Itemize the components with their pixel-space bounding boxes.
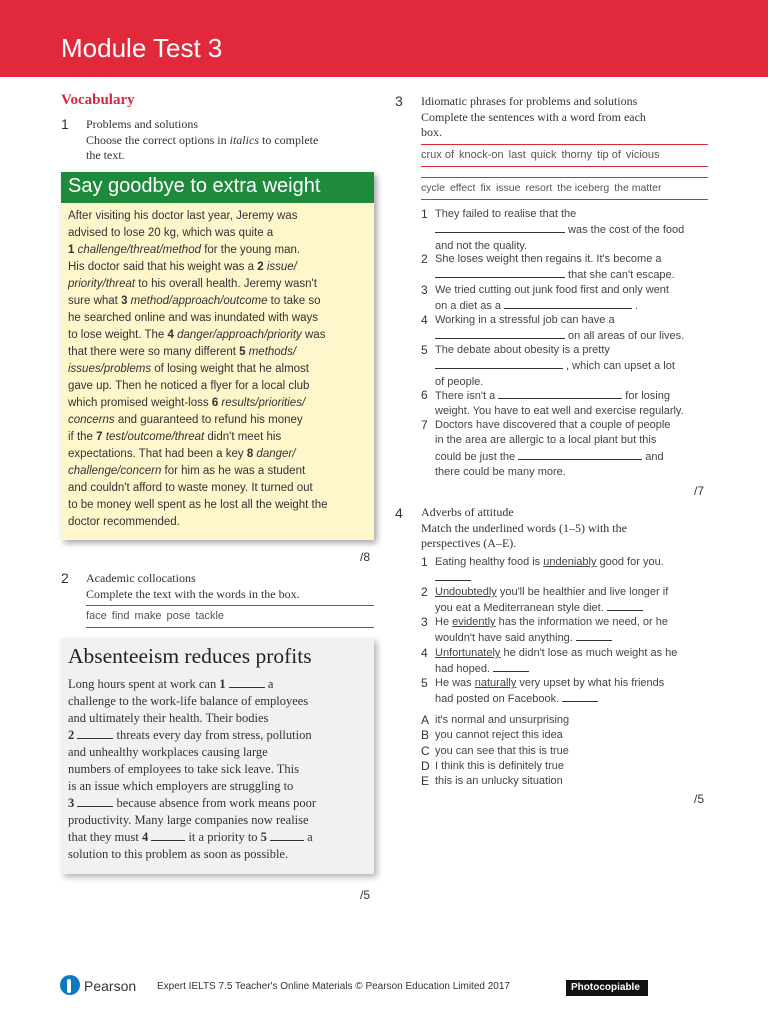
answer-blank	[435, 267, 565, 278]
word-box: face find make pose tackle	[86, 610, 225, 622]
word-box: crux of knock-on last quick thorny tip of vicious	[421, 149, 660, 161]
section-heading: Vocabulary	[61, 92, 135, 108]
answer-blank	[435, 570, 471, 581]
list-item: 3 We tried cutting out junk food first and only went on a diet as a .	[421, 283, 669, 313]
divider	[421, 177, 708, 178]
answer-blank	[607, 600, 643, 611]
list-item: 1 Eating healthy food is undeniably good for you.	[435, 555, 664, 587]
answer-blank	[151, 830, 185, 841]
header-bar	[0, 0, 768, 77]
answer-blank	[493, 661, 529, 672]
list-item: 2 She loses weight then regains it. It's become a that she can't escape.	[421, 252, 675, 282]
list-item: 3 He evidently has the information we need, or he wouldn't have said anything.	[421, 615, 668, 645]
photocopiable-badge: Photocopiable	[566, 980, 648, 996]
question-number: 1	[61, 116, 69, 132]
list-item: 7 Doctors have discovered that a couple of people in the area are allergic to a local plant but this could be just the and there could be many more.	[421, 418, 671, 478]
answer-blank	[435, 222, 565, 233]
footer-brand: Pearson	[84, 978, 137, 994]
score: /7	[694, 484, 705, 498]
divider	[86, 627, 374, 628]
instruction-line: Choose the correct options in italics to complete	[86, 132, 319, 147]
answer-blank	[77, 728, 113, 739]
question-number: 2	[61, 570, 69, 586]
box-title: Say goodbye to extra weight	[61, 172, 374, 203]
footer-credit: Expert IELTS 7.5 Teacher's Online Materials © Pearson Education Limited 2017	[157, 981, 510, 992]
box-text: After visiting his doctor last year, Jeremy was advised to lose 20 kg, which was quite a 1 challenge/threat/method for the young man. His doctor said that his weight was a 2 issue/ priority/threat to his overall health. Jeremy wasn't sure what 3 method/approach/outcome to take so he searched online and was inundated with ways to lose weight. The 4 danger/approach/priority was that there were so many different 5 methods/ issues/problems of losing weight that he almost gave up. Then he noticed a flyer for a local club which promised weight-loss 6 results/priorities/ concerns and guaranteed to refund his money if the 7 test/outcome/threat didn't meet his expectations. That had been a key 8 danger/ challenge/concern for him as he was a student and couldn't afford to waste money. It turned out to be money well spent as he lost all the weight the doctor recommended.	[68, 210, 328, 528]
list-item: 6 There isn't a for losing weight. You have to eat well and exercise regularly.	[421, 388, 684, 418]
list-item: 2 Undoubtedly you'll be healthier and live longer if you eat a Mediterranean style diet.	[421, 585, 669, 615]
pearson-logo-icon	[60, 975, 80, 995]
answer-blank	[229, 677, 265, 688]
question-instructions: Idiomatic phrases for problems and solutions Complete the sentences with a word from each box.	[421, 94, 646, 139]
list-item: 5 The debate about obesity is a pretty , which can upset a lot of people.	[421, 343, 675, 388]
divider	[421, 144, 708, 145]
instruction-line: the text.	[86, 148, 125, 162]
divider	[421, 199, 708, 200]
answer-blank	[270, 830, 304, 841]
score: /8	[360, 550, 371, 564]
answer-blank	[518, 449, 642, 460]
answer-blank	[435, 328, 565, 339]
list-item: 4 Working in a stressful job can have a on all areas of our lives.	[421, 313, 685, 343]
answer-blank	[504, 298, 632, 309]
box-title: Absenteeism reduces profits	[68, 644, 312, 668]
word-box: cycle effect fix issue resort the iceberg the matter	[421, 182, 662, 194]
list-item: 1 They failed to realise that the was the cost of the food and not the quality.	[421, 207, 685, 252]
score: /5	[694, 792, 705, 806]
instruction-line: Problems and solutions	[86, 117, 199, 131]
answer-blank	[435, 358, 563, 369]
box-text: Long hours spent at work can 1 a challenge to the work-life balance of employees and ultimately their health. Their bodies 2 threats every day from stress, pollution and unhealthy workplaces causing large numbers of employees to take sick leave. This is an issue which employers are struggling to 3 because absence from work means poor productivity. Many large companies now realise that they must 4 it a priority to 5 a solution to this problem as soon as possible.	[68, 677, 317, 861]
question-instructions: Adverbs of attitude Match the underlined words (1–5) with the perspectives (A–E).	[421, 505, 627, 550]
score: /5	[360, 888, 371, 902]
reading-box	[61, 638, 374, 874]
list-item: 4 Unfortunately he didn't lose as much weight as he had hoped.	[421, 646, 678, 676]
divider	[86, 605, 374, 606]
question-number: 4	[395, 505, 403, 521]
question-instructions	[86, 117, 318, 164]
page-title: Module Test 3	[61, 33, 223, 63]
question-number: 3	[395, 93, 403, 109]
reading-box	[61, 172, 374, 540]
answer-blank	[77, 796, 113, 807]
option-list: A it's normal and unsurprising B you cannot reject this idea C you can see that this is true D I think this is definitely true E this is an unlucky situation	[421, 713, 570, 789]
answer-blank	[576, 630, 612, 641]
answer-blank	[562, 691, 598, 702]
divider	[421, 166, 708, 167]
options-line: 1 challenge/threat/method for the young man.	[68, 244, 301, 256]
list-item: 5 He was naturally very upset by what his friends had posted on Facebook.	[421, 676, 665, 706]
answer-blank	[498, 388, 622, 399]
question-instructions: Academic collocations Complete the text with the words in the box.	[86, 571, 300, 601]
